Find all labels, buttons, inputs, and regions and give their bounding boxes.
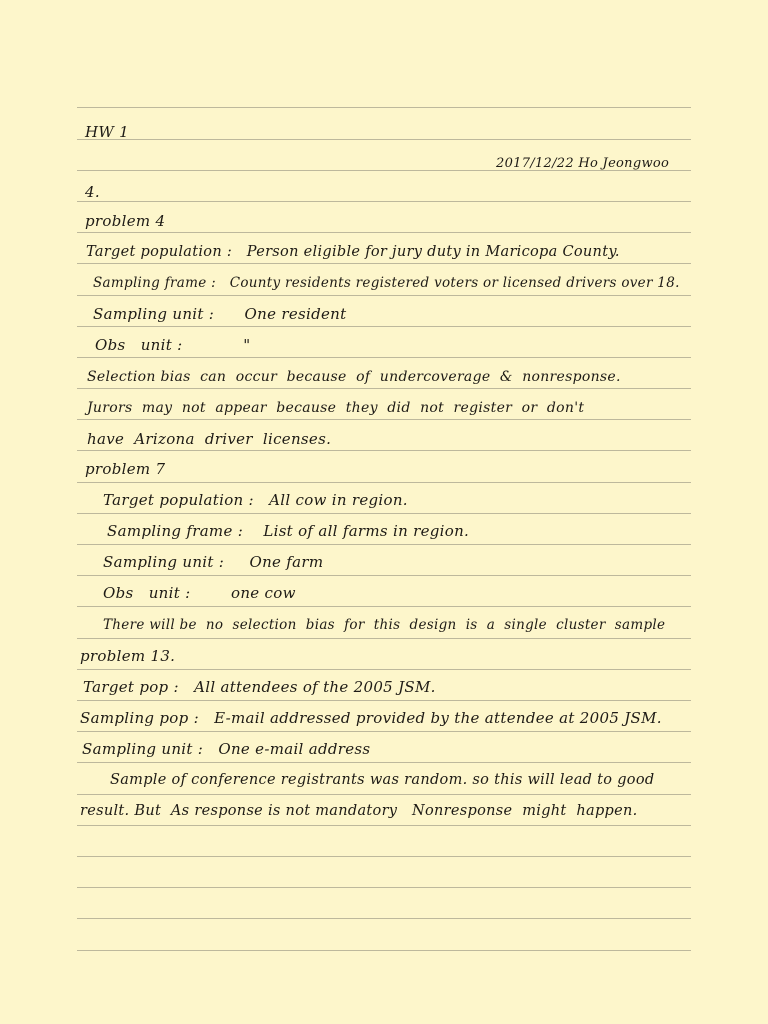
p4-bias-line-1: Selection bias can occur because of undercoverage & nonresponse. xyxy=(87,369,621,385)
p4-target-population: Target population : Person eligible for jury duty in Maricopa County. xyxy=(86,244,620,260)
section-mark: 4. xyxy=(85,183,100,201)
p13-sampling-pop: Sampling pop : E-mail addressed provided by the attendee at 2005 JSM. xyxy=(80,709,662,727)
p7-note: There will be no selection bias for this design is a single cluster sample xyxy=(103,617,666,633)
p4-sampling-frame: Sampling frame : County residents registered voters or licensed drivers over 18. xyxy=(93,275,680,291)
ruled-line xyxy=(77,388,691,389)
problem-7-heading: problem 7 xyxy=(85,460,166,478)
p7-sampling-frame: Sampling frame : List of all farms in region. xyxy=(107,522,470,540)
ruled-line xyxy=(77,794,691,795)
ruled-line xyxy=(77,575,691,576)
ruled-line xyxy=(77,357,691,358)
ruled-line xyxy=(77,232,691,233)
ruled-line xyxy=(77,201,691,202)
ruled-line xyxy=(77,482,691,483)
p4-bias-line-3: have Arizona driver licenses. xyxy=(87,430,332,448)
ruled-line xyxy=(77,918,691,919)
ruled-line xyxy=(77,139,691,140)
p13-line-1: Sample of conference registrants was random. so this will lead to good xyxy=(110,772,655,788)
ruled-line xyxy=(77,700,691,701)
ruled-line xyxy=(77,856,691,857)
ruled-line xyxy=(77,606,691,607)
p13-sampling-unit: Sampling unit : One e-mail address xyxy=(82,740,371,758)
ruled-line xyxy=(77,825,691,826)
ruled-line xyxy=(77,513,691,514)
p7-obs-unit: Obs unit : one cow xyxy=(103,584,296,602)
ruled-line xyxy=(77,295,691,296)
date-author: 2017/12/22 Ho Jeongwoo xyxy=(496,156,670,171)
page-title: HW 1 xyxy=(85,123,130,141)
ruled-line xyxy=(77,762,691,763)
ruled-line xyxy=(77,669,691,670)
ruled-line xyxy=(77,950,691,951)
ruled-line xyxy=(77,107,691,108)
problem-4-heading: problem 4 xyxy=(85,212,166,230)
ruled-line xyxy=(77,544,691,545)
ruled-line xyxy=(77,419,691,420)
ruled-line xyxy=(77,887,691,888)
p4-sampling-unit: Sampling unit : One resident xyxy=(93,305,347,323)
problem-13-heading: problem 13. xyxy=(80,647,176,665)
p7-sampling-unit: Sampling unit : One farm xyxy=(103,553,324,571)
ruled-line xyxy=(77,638,691,639)
p13-line-2: result. But As response is not mandatory Nonresponse might happen. xyxy=(80,803,638,819)
p7-target-population: Target population : All cow in region. xyxy=(103,491,408,509)
p4-obs-unit: Obs unit : " xyxy=(95,336,251,354)
ruled-line xyxy=(77,326,691,327)
ruled-line xyxy=(77,450,691,451)
p4-bias-line-2: Jurors may not appear because they did not register or don't xyxy=(87,400,585,416)
ruled-line xyxy=(77,263,691,264)
ruled-line xyxy=(77,731,691,732)
p13-target-pop: Target pop : All attendees of the 2005 JSM. xyxy=(83,678,436,696)
